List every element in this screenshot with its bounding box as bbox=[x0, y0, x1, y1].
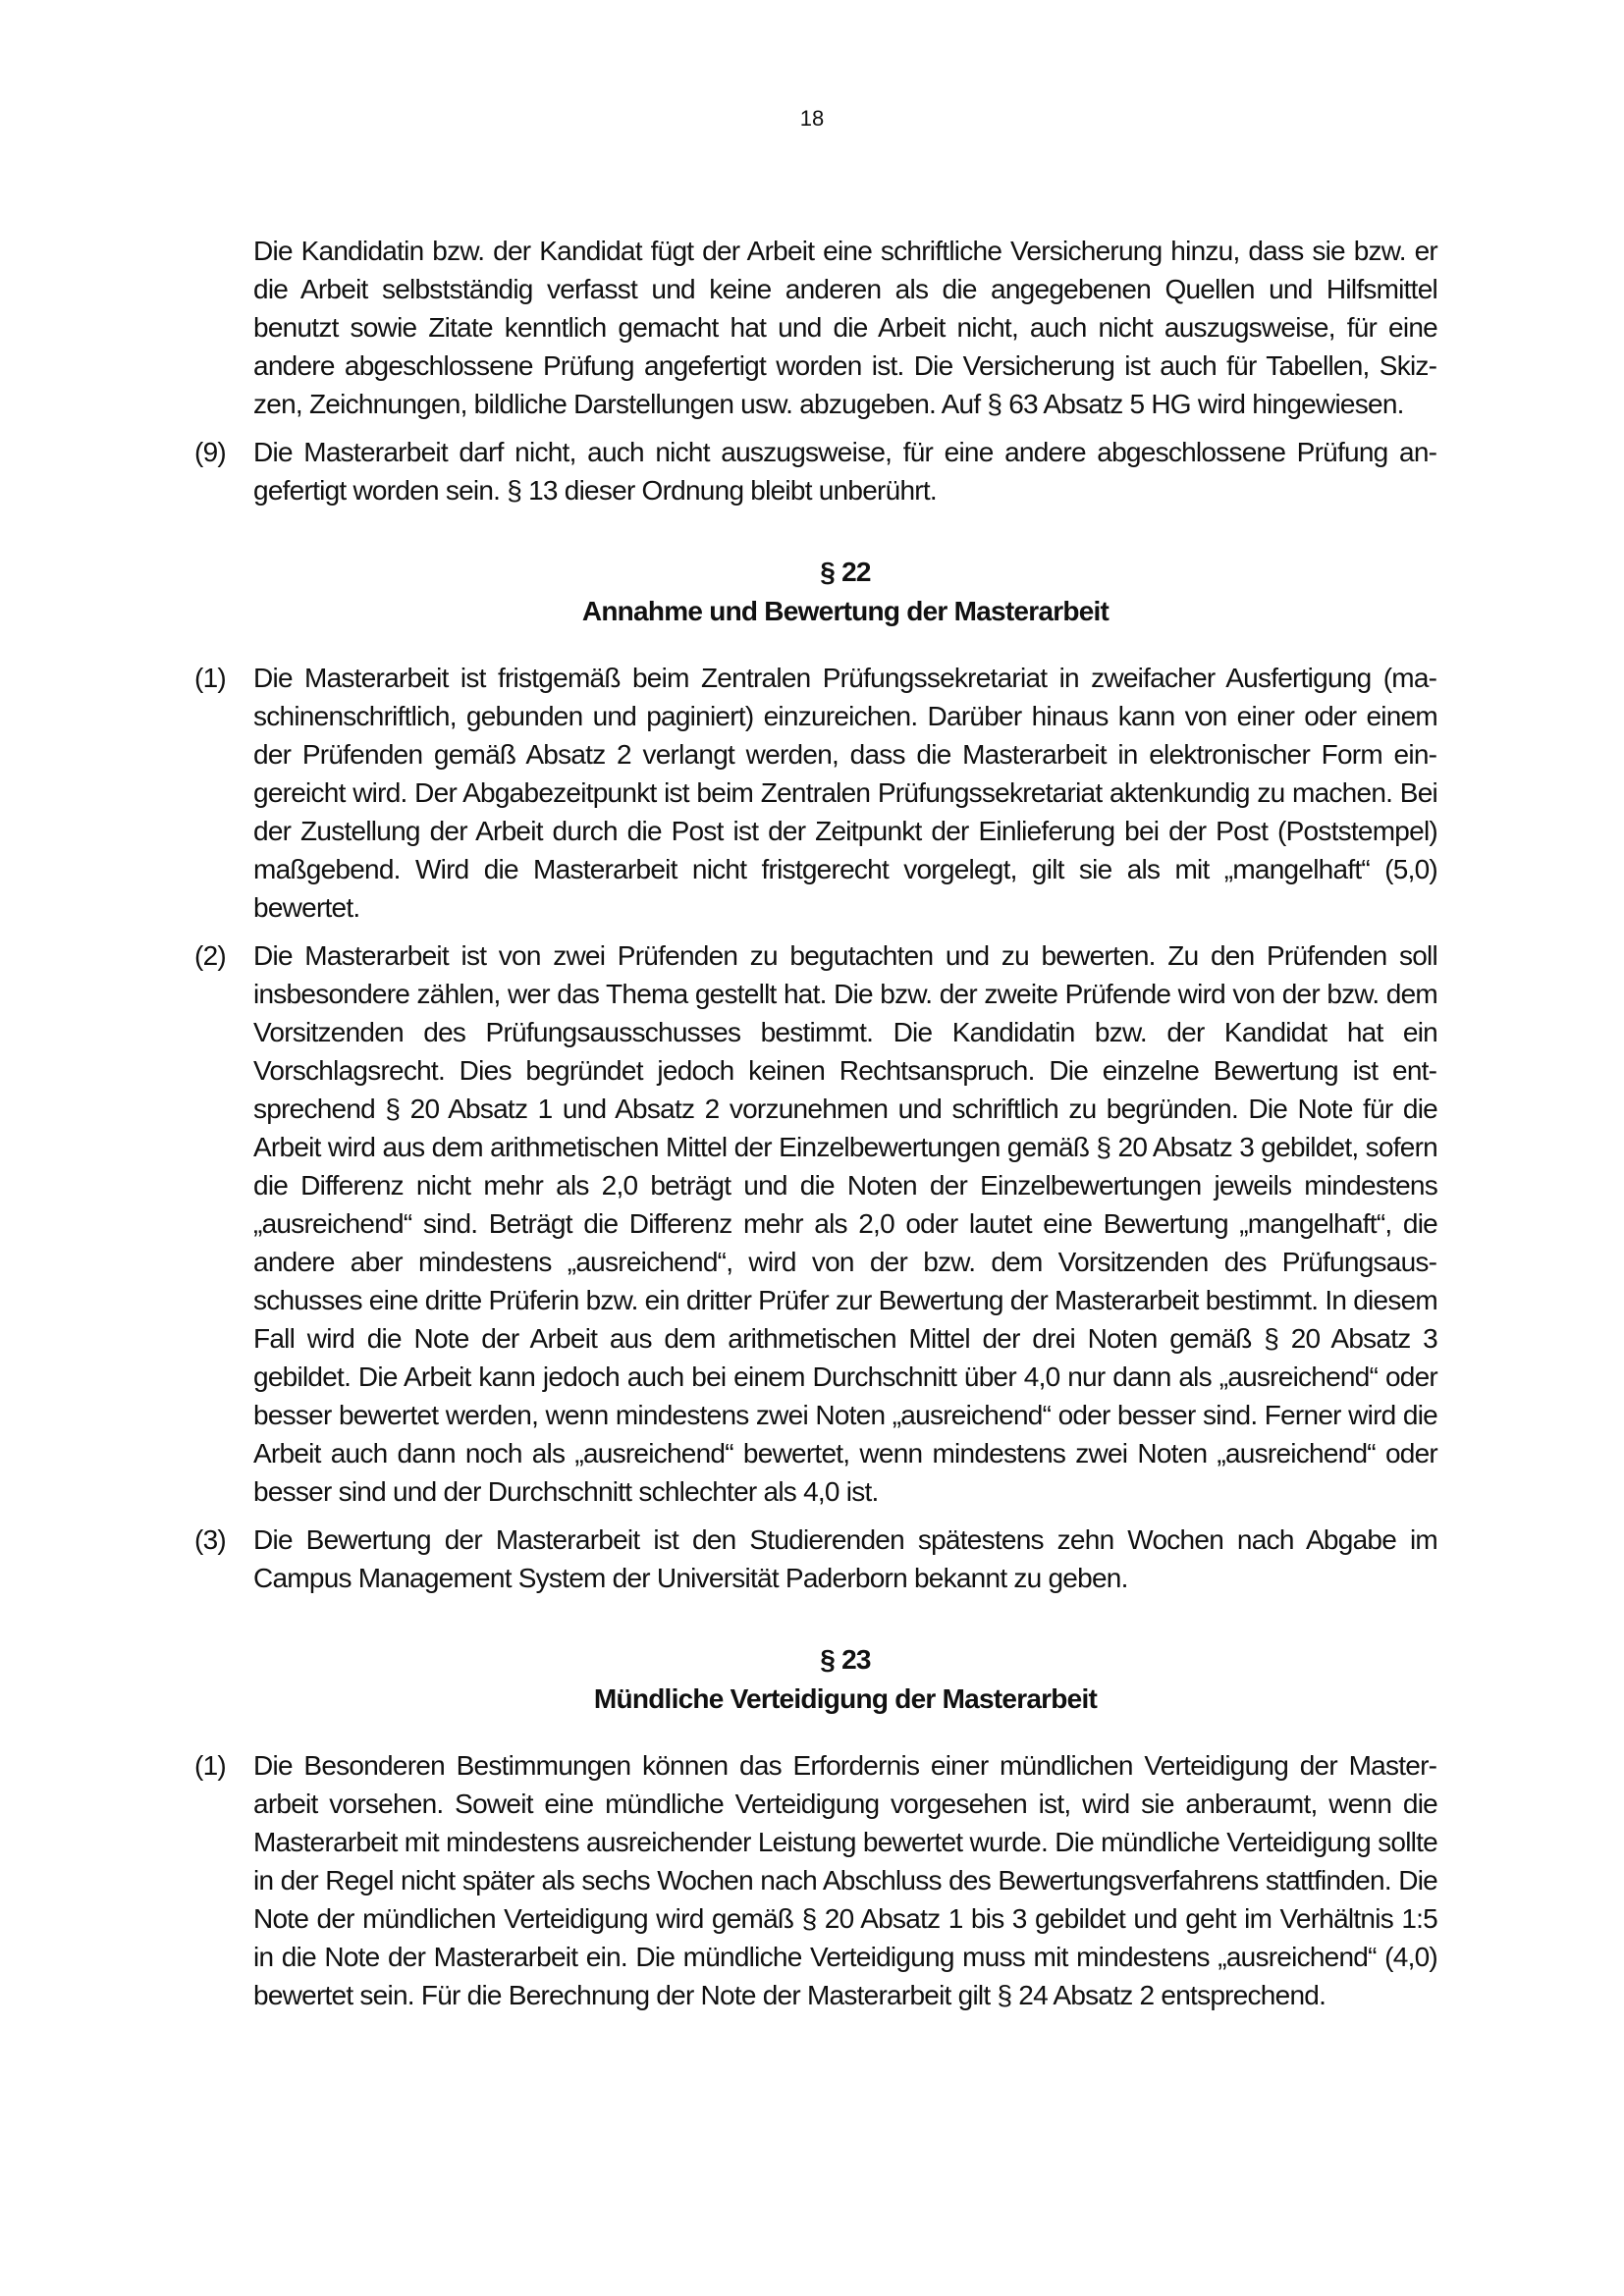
paragraph-text: Die Besonderen Bestimmungen können das Erfordernis einer mündlichen Verteidigung der Masterarbeit vorsehen. Soweit eine mündliche Verteidigung vorgesehen ist, wird sie anberaumt, wenn die Masterarbeit mit mindestens ausreichender Leistung bewertet wurde. Die mündliche Verteidigung sollte in der Regel nicht später als sechs Wochen nach Abschluss des Bewertungsverfahrens stattfinden. Die Note der mündlichen Verteidigung wird gemäß § 20 Absatz 1 bis 3 gebildet und geht im Verhältnis 1:5 in die Note der Masterarbeit ein. Die mündliche Verteidigung muss mit mindestens „ausreichend“ (4,0) bewertet sein. Für die Berechnung der Note der Masterarbeit gilt § 24 Absatz 2 entsprechend. bbox=[253, 1750, 1437, 2010]
paragraph-text: Die Masterarbeit darf nicht, auch nicht auszugsweise, für eine andere abgeschlossene Prüfung angefertigt worden sein. § 13 dieser Ordnung bleibt unberührt. bbox=[253, 437, 1437, 506]
paragraph-text: Die Bewertung der Masterarbeit ist den Studierenden spätestens zehn Wochen nach Abgabe im Campus Management System der Universität Paderborn bekannt zu geben. bbox=[253, 1524, 1437, 1593]
page-number: 18 bbox=[799, 106, 825, 131]
paragraph-number: (1) bbox=[194, 1750, 226, 1781]
section-number: § 22 bbox=[820, 557, 871, 587]
paragraph-text: Die Masterarbeit ist fristgemäß beim Zentralen Prüfungssekretariat in zweifacher Ausfertigung (maschinenschriftlich, gebunden und paginiert) einzureichen. Darüber hinaus kann von einer oder einem der Prüfenden gemäß Absatz 2 verlangt werden, dass die Masterarbeit in elektronischer Form eingereicht wird. Der Abgabezeitpunkt ist beim Zentralen Prüfungssekretariat aktenkundig zu machen. Bei der Zustellung der Arbeit durch die Post ist der Zeitpunkt der Einlieferung bei der Post (Poststempel) maßgebend. Wird die Masterarbeit nicht fristgerecht vorgelegt, gilt sie als mit „mangelhaft“ (5,0) bewertet. bbox=[253, 663, 1437, 923]
section-23-paragraph-1 bbox=[194, 1746, 1437, 2014]
paragraph-9 bbox=[194, 433, 1437, 509]
section-title: Mündliche Verteidigung der Masterarbeit bbox=[593, 1683, 1098, 1714]
paragraph-text: Die Masterarbeit ist von zwei Prüfenden zu begutachten und zu bewerten. Zu den Prüfenden soll insbesondere zählen, wer das Thema gestellt hat. Die bzw. der zweite Prüfende wird von der bzw. dem Vorsitzenden des Prüfungsausschusses bestimmt. Die Kandidatin bzw. der Kandidat hat ein Vorschlagsrecht. Dies begründet jedoch keinen Rechtsanspruch. Die einzelne Bewertung ist entsprechend § 20 Absatz 1 und Absatz 2 vorzunehmen und schriftlich zu begründen. Die Note für die Arbeit wird aus dem arithmetischen Mittel der Einzelbewertungen gemäß § 20 Absatz 3 gebildet, sofern die Differenz nicht mehr als 2,0 beträgt und die Noten der Einzelbewertungen jeweils mindestens „ausreichend“ sind. Beträgt die Differenz mehr als 2,0 oder lautet eine Bewertung „mangelhaft“, die andere aber mindestens „ausreichend“, wird von der bzw. dem Vorsitzenden des Prüfungsausschusses eine dritte Prüferin bzw. ein dritter Prüfer zur Bewertung der Masterarbeit bestimmt. In diesem Fall wird die Note der Arbeit aus dem arithmetischen Mittel der drei Noten gemäß § 20 Absatz 3 gebildet. Die Arbeit kann jedoch auch bei einem Durchschnitt über 4,0 nur dann als „ausreichend“ oder besser bewertet werden, wenn mindestens zwei Noten „ausreichend“ oder besser sind. Ferner wird die Arbeit auch dann noch als „ausreichend“ bewertet, wenn mindestens zwei Noten „ausreichend“ oder besser sind und der Durchschnitt schlechter als 4,0 ist. bbox=[253, 940, 1437, 1507]
page-content bbox=[194, 232, 1437, 2024]
section-22-paragraph-1 bbox=[194, 659, 1437, 927]
section-23-heading bbox=[253, 1640, 1437, 1719]
paragraph-number: (2) bbox=[194, 940, 226, 971]
paragraph-number: (1) bbox=[194, 663, 226, 693]
section-title: Annahme und Bewertung der Masterarbeit bbox=[581, 596, 1110, 626]
section-number: § 23 bbox=[820, 1644, 871, 1675]
section-22-paragraph-3 bbox=[194, 1521, 1437, 1597]
section-22-paragraph-2 bbox=[194, 936, 1437, 1511]
paragraph-text: Die Kandidatin bzw. der Kandidat fügt der Arbeit eine schriftliche Versicherung hinzu, dass sie bzw. er die Arbeit selbstständig verfasst und keine anderen als die angegebenen Quellen und Hilfsmittel benutzt sowie Zitate kenntlich gemacht hat und die Arbeit nicht, auch nicht auszugsweise, für eine andere abgeschlossene Prüfung angefertigt worden ist. Die Versicherung ist auch für Tabellen, Skizzen, Zeichnungen, bildliche Darstellungen usw. abzugeben. Auf § 63 Absatz 5 HG wird hingewiesen. bbox=[253, 236, 1437, 419]
paragraph-number: (9) bbox=[194, 437, 226, 467]
continuation-paragraph bbox=[194, 232, 1437, 423]
paragraph-number: (3) bbox=[194, 1524, 226, 1555]
section-22-heading bbox=[253, 553, 1437, 631]
